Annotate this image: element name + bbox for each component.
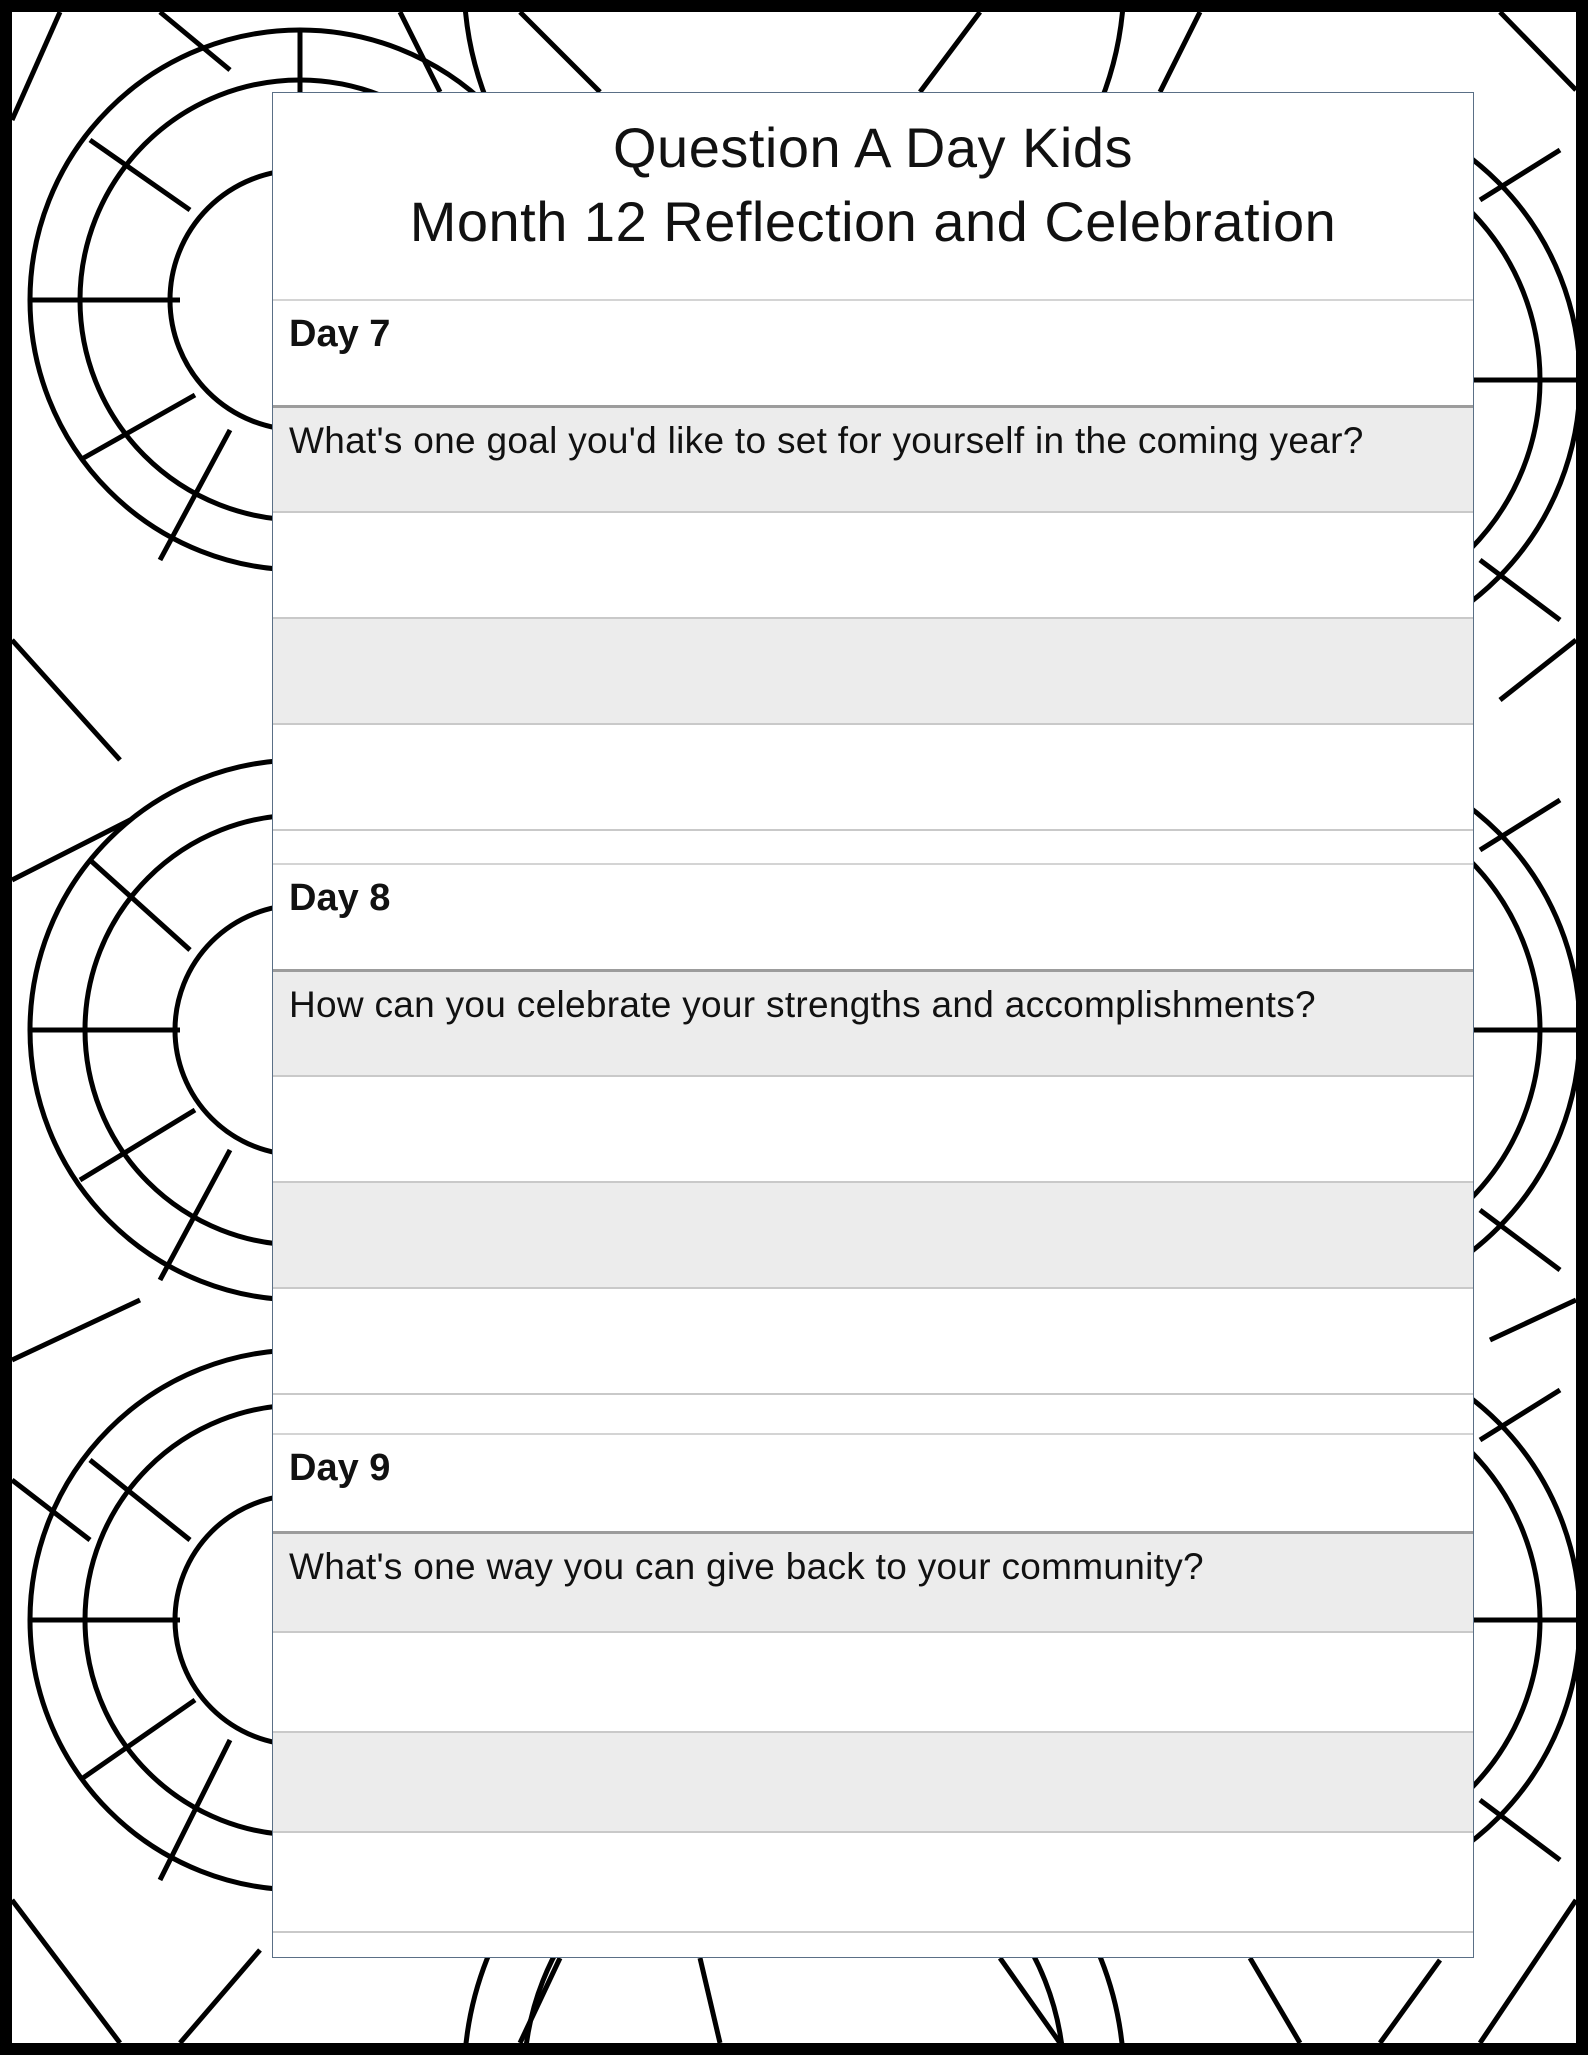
answer-line-3[interactable] — [273, 1831, 1473, 1931]
answer-line-3[interactable] — [273, 723, 1473, 829]
question-row — [273, 1531, 1473, 1631]
day-header-row — [273, 863, 1473, 969]
worksheet — [272, 92, 1474, 1958]
day-label: Day 8 — [289, 877, 391, 919]
section-spacer — [273, 1931, 1473, 1958]
answer-line-1[interactable] — [273, 1631, 1473, 1731]
question-text: What's one way you can give back to your community? — [289, 1546, 1204, 1587]
answer-line-1[interactable] — [273, 1075, 1473, 1181]
day-label: Day 7 — [289, 313, 391, 355]
question-text: How can you celebrate your strengths and accomplishments? — [289, 984, 1316, 1025]
title-line-2: Month 12 Reflection and Celebration — [409, 190, 1337, 253]
day-label: Day 9 — [289, 1447, 391, 1489]
question-text: What's one goal you'd like to set for yourself in the coming year? — [289, 420, 1364, 461]
section-spacer — [273, 1393, 1473, 1433]
day-header-row — [273, 299, 1473, 405]
question-row — [273, 969, 1473, 1075]
answer-line-2[interactable] — [273, 1181, 1473, 1287]
question-row — [273, 405, 1473, 511]
worksheet-header — [273, 93, 1473, 299]
answer-line-3[interactable] — [273, 1287, 1473, 1393]
answer-line-2[interactable] — [273, 1731, 1473, 1831]
answer-line-1[interactable] — [273, 511, 1473, 617]
section-spacer — [273, 829, 1473, 863]
title-line-1: Question A Day Kids — [612, 116, 1133, 179]
day-header-row — [273, 1433, 1473, 1531]
answer-line-2[interactable] — [273, 617, 1473, 723]
